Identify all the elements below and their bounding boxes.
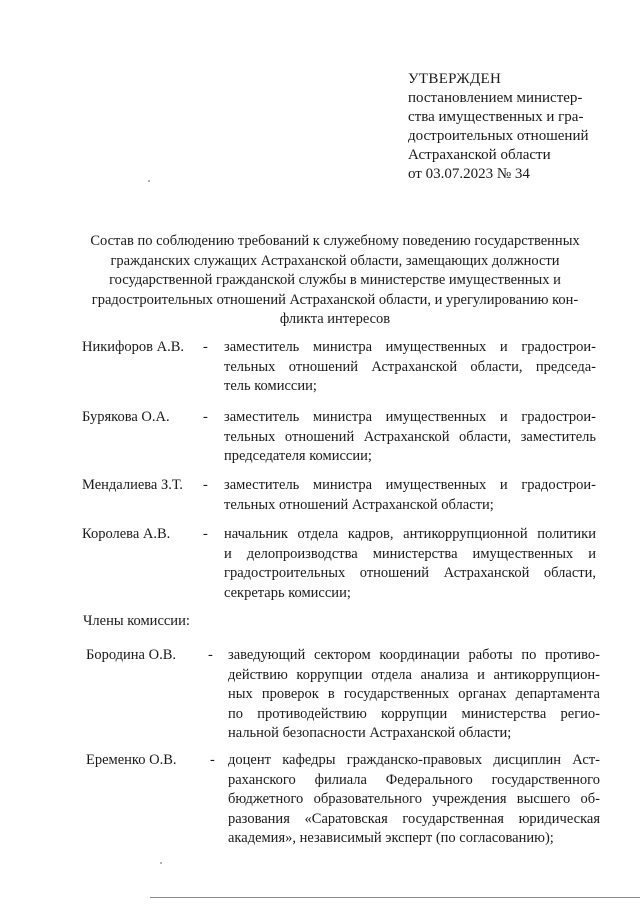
approval-stamp	[408, 70, 618, 184]
scan-speck	[148, 180, 150, 182]
member-name: Королева А.В.	[82, 526, 171, 542]
member-name: Никифоров А.В.	[82, 339, 185, 355]
title-line: фликта интересов	[279, 311, 391, 327]
role-line: нальной безопасности Астраханской области;	[228, 725, 512, 741]
member-dash: -	[210, 752, 215, 768]
member-dash: -	[208, 647, 213, 663]
role-line: действию коррупции отдела анализа и антикоррупцион-	[228, 666, 600, 683]
role-line: заместитель министра имущественных и градострои-	[224, 339, 596, 355]
member-role	[224, 338, 596, 397]
role-line: начальник отдела кадров, антикоррупционной политики	[224, 526, 596, 542]
approval-line: постановлением министер-	[408, 90, 583, 106]
role-line: бюджетного образовательного учреждения высшего об-	[228, 791, 600, 807]
role-line: тельных отношений Астраханской области, заместитель	[224, 428, 596, 445]
document-title	[70, 232, 600, 330]
member-role	[224, 476, 596, 515]
title-line: гражданских служащих Астраханской области, замещающих должности	[110, 252, 560, 269]
approval-line: от 03.07.2023 № 34	[408, 166, 530, 182]
approval-line: Астраханской области	[408, 147, 551, 163]
member-dash: -	[203, 339, 208, 355]
role-line: академия», независимый эксперт (по согласованию);	[228, 830, 554, 846]
member-name: Еременко О.В.	[86, 752, 177, 768]
scan-speck	[160, 862, 162, 864]
title-line: Состав по соблюдению требований к служебному поведению государственных	[90, 233, 580, 249]
member-dash: -	[203, 477, 208, 493]
approval-heading: УТВЕРЖДЕН	[408, 71, 502, 87]
role-line: и делопроизводства министерства имущественных и	[224, 545, 596, 562]
member-name: Бородина О.В.	[86, 647, 177, 663]
approval-line: ства имущественных и гра-	[408, 109, 584, 125]
role-line: разования «Саратовская государственная юридическая	[228, 810, 600, 827]
member-role	[224, 525, 596, 603]
member-role	[224, 408, 596, 467]
role-line: тель комиссии;	[224, 378, 317, 394]
title-line: градостроительных отношений Астраханской области, и урегулированию кон-	[91, 291, 579, 308]
member-name: Бурякова О.А.	[82, 409, 170, 425]
role-line: тельных отношений Астраханской области;	[224, 496, 494, 513]
member-name: Мендалиева З.Т.	[82, 477, 183, 493]
role-line: председателя комиссии;	[224, 448, 372, 464]
member-dash: -	[203, 409, 208, 425]
role-line: заместитель министра имущественных и градострои-	[224, 477, 596, 493]
role-line: заместитель министра имущественных и градострои-	[224, 409, 596, 425]
role-line: раханского филиала Федерального государственного	[228, 771, 600, 788]
member-dash: -	[203, 526, 208, 542]
role-line: тельных отношений Астраханской области, председа-	[224, 358, 596, 375]
member-role	[228, 751, 600, 849]
title-line: государственной гражданской службы в министерстве имущественных и	[109, 272, 561, 288]
role-line: ных проверок в государственных органах департамента	[228, 686, 600, 702]
role-line: секретарь комиссии;	[224, 584, 351, 601]
role-line: градостроительных отношений Астраханской области,	[224, 565, 596, 581]
role-line: заведующий сектором координации работы по противо-	[228, 647, 600, 663]
role-line: по противодействию коррупции министерства регио-	[228, 705, 600, 722]
scan-edge-line	[150, 897, 640, 898]
members-section-label: Члены комиссии:	[83, 613, 190, 629]
member-role	[228, 646, 600, 744]
approval-line: достроительных отношений	[408, 128, 589, 144]
role-line: доцент кафедры гражданско-правовых дисциплин Аст-	[228, 752, 600, 768]
